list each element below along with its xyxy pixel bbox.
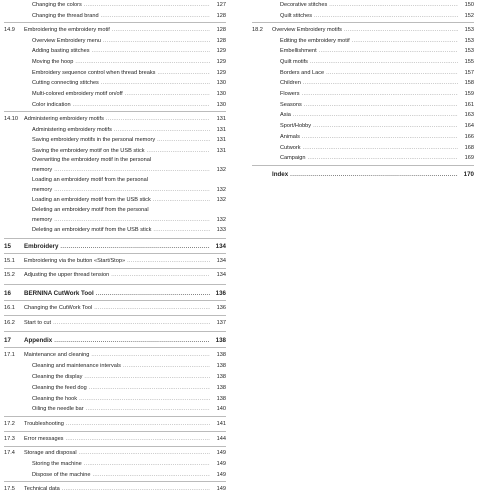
toc-entry-number: 16.1 [4, 305, 15, 311]
toc-entry-title: Campaign [280, 155, 306, 161]
toc-entry-page-number: 149 [216, 461, 226, 467]
dot-leader [303, 80, 458, 87]
toc-entry-title: Overview Embroidery motifs [272, 27, 342, 33]
toc-entry-number: 16 [4, 290, 11, 297]
dot-leader [54, 337, 210, 344]
toc-sub-entry[interactable] [4, 187, 226, 194]
toc-sub-entry[interactable] [4, 91, 226, 98]
divider [252, 22, 474, 23]
toc-entry-page-number: 132 [216, 217, 226, 223]
toc-entry-page-number: 149 [216, 486, 226, 492]
dot-leader [86, 406, 210, 413]
divider [4, 238, 226, 239]
toc-entry-title: Cleaning the display [32, 374, 83, 380]
toc-entry-title: Deleting an embroidery motif from the personal [32, 207, 149, 213]
dot-leader [101, 80, 210, 87]
toc-entry-title: Start to cut [24, 320, 52, 326]
dot-leader [303, 145, 458, 152]
dot-leader [302, 134, 458, 141]
toc-chapter-entry[interactable] [4, 305, 226, 312]
toc-entry-title: Embellishment [280, 48, 317, 54]
toc-entry-page-number: 159 [464, 91, 474, 97]
toc-entry-title: Quilt stitches [280, 13, 313, 19]
toc-sub-entry[interactable] [252, 59, 474, 66]
dot-leader [54, 187, 210, 194]
toc-sub-entry[interactable] [4, 396, 226, 403]
toc-entry-number: 18.2 [252, 27, 263, 33]
toc-entry-title: Appendix [24, 337, 53, 344]
toc-entry-title: Oiling the needle bar [32, 406, 84, 412]
dot-leader [293, 112, 458, 119]
toc-entry-title: memory [32, 217, 53, 223]
dot-leader [96, 290, 210, 297]
toc-entry-title: Editing the embroidery motif [280, 38, 350, 44]
toc-entry-title: Cleaning and maintenance intervals [32, 363, 121, 369]
dot-leader [153, 197, 210, 204]
toc-entry-page-number: 129 [216, 59, 226, 65]
toc-entry-page-number: 152 [464, 13, 474, 19]
toc-entry-title: Deleting an embroidery motif from the USB stick [32, 227, 152, 233]
toc-entry-title: Saving the embroidery motif on the USB stick [32, 148, 145, 154]
toc-sub-entry[interactable] [252, 70, 474, 77]
toc-entry-title: Changing the thread brand [32, 13, 99, 19]
divider [4, 268, 226, 269]
toc-entry-title: Quilt motifs [280, 59, 308, 65]
dot-leader [92, 48, 210, 55]
toc-entry-title: Overview Embroidery menu [32, 38, 102, 44]
toc-entry-page-number: 130 [216, 102, 226, 108]
toc-entry-page-number: 138 [215, 337, 226, 344]
toc-entry-page-number: 131 [216, 116, 226, 122]
toc-entry-number: 15.2 [4, 272, 15, 278]
toc-entry-title: Embroidery [24, 243, 59, 250]
toc-entry-number: 17.2 [4, 421, 15, 427]
toc-entry-title: Troubleshooting [24, 421, 64, 427]
divider [4, 22, 226, 23]
toc-entry-title: Error messages [24, 436, 64, 442]
divider [252, 165, 474, 166]
toc-section-entry[interactable] [4, 337, 226, 344]
toc-entry-title: BERNINA CutWork Tool [24, 290, 94, 297]
dot-leader [111, 272, 210, 279]
toc-entry-page-number: 136 [215, 290, 226, 297]
dot-leader [123, 363, 210, 370]
toc-entry-page-number: 157 [464, 70, 474, 76]
toc-entry-title: Saving embroidery motifs in the personal memory [32, 137, 156, 143]
toc-sub-entry[interactable] [252, 112, 474, 119]
toc-entry-title: Administering embroidery motifs [32, 127, 112, 133]
toc-entry-page-number: 134 [216, 272, 226, 278]
toc-entry-title: Embroidering the embroidery motif [24, 27, 110, 33]
toc-entry-page-number: 138 [216, 374, 226, 380]
toc-entry-page-number: 132 [216, 187, 226, 193]
divider [4, 253, 226, 254]
dot-leader [329, 2, 458, 9]
toc-entry-title: Technical data [24, 486, 60, 492]
toc-sub-entry[interactable] [4, 157, 226, 164]
toc-sub-entry[interactable] [4, 102, 226, 109]
toc-entry-page-number: 128 [216, 38, 226, 44]
dot-leader [125, 91, 210, 98]
toc-sub-entry[interactable] [4, 13, 226, 20]
toc-entry-title: Overwriting the embroidery motif in the personal [32, 157, 152, 163]
toc-entry-page-number: 153 [464, 38, 474, 44]
divider [4, 300, 226, 301]
toc-chapter-entry[interactable] [4, 486, 226, 493]
toc-entry-title: Administering embroidery motifs [24, 116, 104, 122]
toc-entry-title: Dispose of the machine [32, 472, 91, 478]
toc-sub-entry[interactable] [252, 48, 474, 55]
toc-chapter-entry[interactable] [4, 258, 226, 265]
toc-sub-entry[interactable] [4, 207, 226, 214]
dot-leader [352, 38, 458, 45]
dot-leader [127, 258, 210, 265]
toc-entry-title: Multi-colored embroidery motif on/off [32, 91, 123, 97]
toc-entry-page-number: 128 [216, 27, 226, 33]
toc-sub-entry[interactable] [4, 217, 226, 224]
toc-entry-page-number: 127 [216, 2, 226, 8]
dot-leader [79, 396, 210, 403]
dot-leader [92, 472, 210, 479]
toc-sub-entry[interactable] [252, 91, 474, 98]
dot-leader [310, 59, 458, 66]
toc-entry-title: Asia [280, 112, 291, 118]
toc-entry-title: Cleaning the hook [32, 396, 78, 402]
toc-sub-entry[interactable] [252, 102, 474, 109]
toc-sub-entry[interactable] [4, 177, 226, 184]
divider [4, 416, 226, 417]
toc-entry-number: 17.1 [4, 352, 15, 358]
dot-leader [302, 91, 458, 98]
toc-entry-title: Maintenance and cleaning [24, 352, 90, 358]
dot-leader [103, 38, 210, 45]
toc-sub-entry[interactable] [4, 461, 226, 468]
toc-entry-page-number: 129 [216, 70, 226, 76]
toc-entry-page-number: 138 [216, 396, 226, 402]
toc-entry-page-number: 130 [216, 91, 226, 97]
toc-entry-title: Color indication [32, 102, 71, 108]
toc-entry-number: 15 [4, 243, 11, 250]
toc-chapter-entry[interactable] [4, 272, 226, 279]
toc-sub-entry[interactable] [4, 406, 226, 413]
toc-entry-page-number: 149 [216, 450, 226, 456]
dot-leader [308, 155, 459, 162]
toc-sub-entry[interactable] [4, 48, 226, 55]
toc-entry-page-number: 140 [216, 406, 226, 412]
toc-entry-page-number: 128 [216, 13, 226, 19]
toc-entry-page-number: 131 [216, 127, 226, 133]
dot-leader [53, 320, 210, 327]
toc-chapter-entry[interactable] [4, 320, 226, 327]
dot-leader [84, 461, 210, 468]
toc-sub-entry[interactable] [4, 80, 226, 87]
toc-entry-page-number: 134 [215, 243, 226, 250]
toc-sub-entry[interactable] [252, 123, 474, 130]
toc-entry-page-number: 132 [216, 197, 226, 203]
toc-sub-entry[interactable] [4, 38, 226, 45]
toc-entry-page-number: 166 [464, 134, 474, 140]
toc-sub-entry[interactable] [4, 70, 226, 77]
toc-entry-page-number: 138 [216, 385, 226, 391]
toc-entry-page-number: 149 [216, 472, 226, 478]
toc-entry-page-number: 131 [216, 148, 226, 154]
toc-entry-page-number: 141 [216, 421, 226, 427]
dot-leader [54, 167, 210, 174]
dot-leader [73, 102, 210, 109]
dot-leader [94, 305, 210, 312]
toc-chapter-entry[interactable] [4, 436, 226, 443]
toc-entry-title: Decorative stitches [280, 2, 328, 8]
toc-chapter-entry[interactable] [4, 450, 226, 457]
toc-entry-title: Flowers [280, 91, 300, 97]
toc-sub-entry[interactable] [4, 363, 226, 370]
toc-entry-title: Sport/Hobby [280, 123, 312, 129]
toc-entry-title: Cutwork [280, 145, 301, 151]
toc-chapter-entry[interactable] [252, 27, 474, 34]
dot-leader [153, 227, 210, 234]
dot-leader [304, 102, 458, 109]
dot-leader [147, 148, 210, 155]
toc-sub-entry[interactable] [4, 137, 226, 144]
toc-entry-title: Loading an embroidery motif from the USB stick [32, 197, 151, 203]
toc-entry-title: Embroidering via the button «Start/Stop» [24, 258, 126, 264]
divider [4, 446, 226, 447]
dot-leader [106, 116, 210, 123]
toc-entry-page-number: 136 [216, 305, 226, 311]
toc-entry-page-number: 133 [216, 227, 226, 233]
toc-entry-page-number: 153 [464, 27, 474, 33]
dot-leader [75, 59, 210, 66]
dot-leader [60, 243, 210, 250]
divider [4, 284, 226, 285]
dot-leader [344, 27, 458, 34]
toc-sub-entry[interactable] [4, 2, 226, 9]
toc-sub-entry[interactable] [252, 38, 474, 45]
toc-chapter-entry[interactable] [4, 421, 226, 428]
divider [4, 431, 226, 432]
toc-entry-title: Children [280, 80, 301, 86]
dot-leader [79, 450, 210, 457]
toc-sub-entry[interactable] [252, 134, 474, 141]
toc-entry-page-number: 168 [464, 145, 474, 151]
toc-sub-entry[interactable] [4, 385, 226, 392]
toc-entry-title: Changing the CutWork Tool [24, 305, 93, 311]
dot-leader [314, 13, 458, 20]
toc-chapter-entry[interactable] [4, 27, 226, 34]
toc-entry-title: Seasons [280, 102, 302, 108]
toc-entry-page-number: 155 [464, 59, 474, 65]
toc-sub-entry[interactable] [4, 374, 226, 381]
toc-entry-page-number: 144 [216, 436, 226, 442]
dot-leader [112, 27, 210, 34]
toc-entry-number: 17.4 [4, 450, 15, 456]
toc-chapter-entry[interactable] [4, 116, 226, 123]
toc-sub-entry[interactable] [252, 145, 474, 152]
toc-entry-title: Cutting connecting stitches [32, 80, 99, 86]
toc-entry-title: Loading an embroidery motif from the personal [32, 177, 148, 183]
toc-sub-entry[interactable] [4, 472, 226, 479]
toc-entry-title: Embroidery sequence control when thread breaks [32, 70, 156, 76]
dot-leader [319, 48, 458, 55]
toc-chapter-entry[interactable] [4, 352, 226, 359]
toc-entry-title: Adjusting the upper thread tension [24, 272, 110, 278]
toc-entry-number: 14.9 [4, 27, 15, 33]
divider [4, 111, 226, 112]
divider [4, 331, 226, 332]
divider [4, 315, 226, 316]
dot-leader [65, 436, 210, 443]
toc-entry-page-number: 138 [216, 352, 226, 358]
toc-sub-entry[interactable] [252, 80, 474, 87]
toc-sub-entry[interactable] [4, 127, 226, 134]
toc-entry-title: Adding basting stitches [32, 48, 90, 54]
dot-leader [54, 217, 210, 224]
toc-sub-entry[interactable] [4, 59, 226, 66]
toc-entry-number: 14.10 [4, 116, 18, 122]
toc-entry-page-number: 150 [464, 2, 474, 8]
toc-entry-title: memory [32, 187, 53, 193]
toc-entry-title: Storage and disposal [24, 450, 77, 456]
toc-section-entry[interactable] [252, 171, 474, 178]
toc-entry-title: Moving the hoop [32, 59, 74, 65]
divider [4, 481, 226, 482]
divider [4, 347, 226, 348]
toc-entry-page-number: 164 [464, 123, 474, 129]
toc-sub-entry[interactable] [4, 148, 226, 155]
dot-leader [62, 486, 210, 493]
toc-entry-number: 17.3 [4, 436, 15, 442]
toc-sub-entry[interactable] [4, 167, 226, 174]
toc-entry-title: Cleaning the feed dog [32, 385, 87, 391]
toc-entry-number: 16.2 [4, 320, 15, 326]
toc-entry-number: 17.5 [4, 486, 15, 492]
toc-entry-page-number: 163 [464, 112, 474, 118]
toc-entry-page-number: 137 [216, 320, 226, 326]
toc-entry-page-number: 134 [216, 258, 226, 264]
toc-entry-page-number: 129 [216, 48, 226, 54]
toc-entry-page-number: 130 [216, 80, 226, 86]
toc-entry-title: Index [272, 171, 289, 178]
dot-leader [326, 70, 458, 77]
toc-entry-title: Animals [280, 134, 300, 140]
dot-leader [66, 421, 210, 428]
toc-section-entry[interactable] [4, 290, 226, 297]
toc-entry-page-number: 170 [463, 171, 474, 178]
dot-leader [91, 352, 210, 359]
toc-sub-entry[interactable] [4, 197, 226, 204]
toc-entry-page-number: 132 [216, 167, 226, 173]
toc-entry-number: 17 [4, 337, 11, 344]
toc-entry-page-number: 153 [464, 48, 474, 54]
toc-entry-title: Borders and Lace [280, 70, 325, 76]
toc-entry-number: 15.1 [4, 258, 15, 264]
toc-entry-page-number: 138 [216, 363, 226, 369]
dot-leader [89, 385, 210, 392]
toc-section-entry[interactable] [4, 243, 226, 250]
toc-entry-page-number: 131 [216, 137, 226, 143]
toc-entry-page-number: 158 [464, 80, 474, 86]
toc-sub-entry[interactable] [4, 227, 226, 234]
toc-entry-page-number: 169 [464, 155, 474, 161]
dot-leader [313, 123, 458, 130]
dot-leader [84, 2, 210, 9]
toc-sub-entry[interactable] [252, 2, 474, 9]
dot-leader [101, 13, 210, 20]
toc-sub-entry[interactable] [252, 155, 474, 162]
toc-entry-title: memory [32, 167, 53, 173]
toc-sub-entry[interactable] [252, 13, 474, 20]
dot-leader [114, 127, 210, 134]
dot-leader [157, 137, 210, 144]
dot-leader [157, 70, 210, 77]
toc-entry-title: Changing the colors [32, 2, 82, 8]
toc-entry-page-number: 161 [464, 102, 474, 108]
dot-leader [84, 374, 210, 381]
dot-leader [290, 171, 458, 178]
toc-entry-title: Storing the machine [32, 461, 82, 467]
